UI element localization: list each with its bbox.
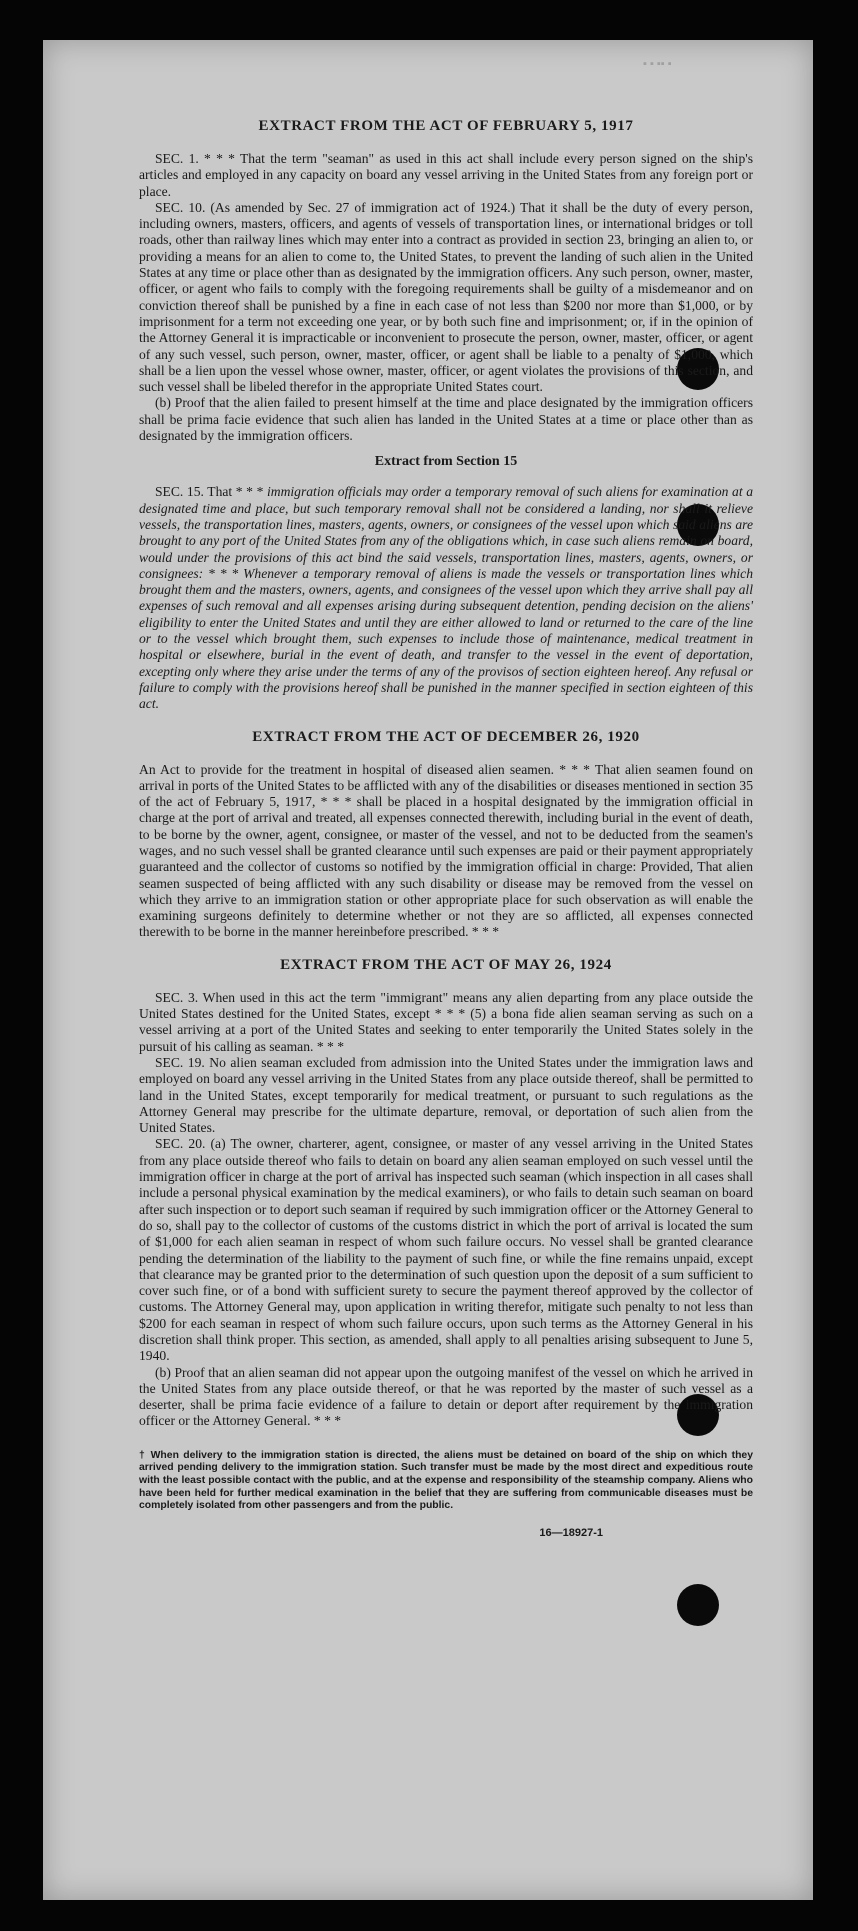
- heading-act-1920: EXTRACT FROM THE ACT OF DECEMBER 26, 1920: [252, 728, 640, 745]
- heading-act-1917: EXTRACT FROM THE ACT OF FEBRUARY 5, 1917: [258, 118, 634, 134]
- document-body: [139, 118, 753, 1539]
- section-20-b: (b) Proof that an alien seaman did not appear upon the outgoing manifest of the vessel on which he arrived in the United States from any place outside thereof, or that he was reported by the master of such vessel as a deserter, shall be prima facie evidence of a failure to detain or deport after requirement by the immigration officer or the Attorney General. * * *: [139, 1364, 753, 1429]
- heading-act-1924: EXTRACT FROM THE ACT OF MAY 26, 1924: [280, 956, 612, 973]
- section-15-text: immigration officials may order a temporary removal of such aliens for examination at a designated time and place, but such temporary removal shall not be considered a landing, nor shall it relieve vessels, the transportation lines, masters, agents, owners, or consignees of the vessel upon which said aliens are brought to any port of the United States from any of the obligations which, in case such aliens remain on board, would under the provisions of this act bind the said vessels, transportation lines, masters, agents, owners, or consignees: * * * Whenever a temporary removal of aliens is made the vessels or transportation lines which brought them and the masters, owners, agents, and consignees of the vessel upon which they arrive shall pay all expenses of such removal and all expenses arising during subsequent detention, pending decision on the aliens' eligibility to enter the United States and until they are either allowed to land or returned to the care of the line or to the vessel which brought them, such expenses to include those of maintenance, medical treatment in hospital or elsewhere, burial in the event of death, and transfer to the vessel in the event of deportation, excepting only where they arise under the terms of any of the provisos of section eighteen hereof. Any refusal or failure to comply with the provisions hereof shall be punished in the manner specified in section eighteen of this act.: [139, 484, 753, 712]
- section-20: SEC. 20. (a) The owner, charterer, agent, consignee, or master of any vessel arriving in the United States from any place outside thereof who fails to detain on board any alien seaman employed on such vessel until the immigration officer in charge at the port of arrival has inspected such seaman (which inspection in all cases shall include a personal physical examination by the medical examiners), or who fails to detain such seaman on board after such inspection or to deport such seaman if required by such immigration officer or the Attorney General to do so, shall pay to the collector of customs of the customs district in which the port of arrival is located the sum of $1,000 for each alien seaman in respect of whom such failure occurs. No vessel shall be granted clearance pending the determination of the liability to the payment of such fine, or while the fine remains unpaid, except that clearance may be granted prior to the determination of such question upon the deposit of a sum sufficient to cover such fine, or of a bond with sufficient surety to secure the payment thereof approved by the collector of customs. The Attorney General may, upon application in writing therefor, mitigate such penalty to not less than $200 for each seaman in respect of whom such failure occurs, upon such terms as the Attorney General in his discretion shall think proper. This section, as amended, shall apply to all penalties arising subsequent to June 5, 1940.: [139, 1136, 753, 1364]
- section-19: SEC. 19. No alien seaman excluded from admission into the United States under the immigration laws and employed on board any vessel arriving in the United States from any place outside thereof, shall be permitted to land in the United States, except temporarily for medical treatment, or pursuant to such regulations as the Attorney General may prescribe for the ultimate departure, removal, or deportation of such alien from the United States.: [139, 1054, 753, 1136]
- footnote: † When delivery to the immigration station is directed, the aliens must be detained on board of the ship on which they arrived pending delivery to the immigration station. Such transfer must be made by the most direct and expeditious route with the least possible contact with the public, and at the expense and responsibility of the steamship company. Aliens who have been held for further medical examination in the belief that they are suffering from communicable diseases must be completely isolated from other passengers and from the public.: [139, 1449, 753, 1512]
- heading-section-15: Extract from Section 15: [374, 454, 518, 470]
- section-10: SEC. 10. (As amended by Sec. 27 of immigration act of 1924.) That it shall be the duty of every person, including owners, masters, officers, and agents of vessels of transportation lines, or international bridges or toll roads, other than railway lines which may enter into a contract as provided in section 23, bringing an alien to, or providing a means for an alien to come to, the United States, to prevent the landing of such alien in the United States at any time or place other than as designated by the immigration officers. Any such person, owner, master, officer, or agent who fails to comply with the foregoing requirements shall be guilty of a misdemeanor and on conviction thereof shall be punished by a fine in each case of not less than $200 nor more than $1,000, or by imprisonment for a term not exceeding one year, or by both such fine and imprisonment; or, if in the opinion of the Attorney General it is impracticable or inconvenient to prosecute the person, owner, master, officer, or agent of any such vessel, such person, owner, master, officer, or agent shall be liable to a penalty of $1,000, which shall be a lien upon the vessel whose owner, master, officer, or agent violates the provisions of this section, and such vessel shall be libeled therefor in the appropriate United States court.: [139, 199, 753, 395]
- act-1920-text: An Act to provide for the treatment in hospital of diseased alien seamen. * * * That alien seamen found on arrival in ports of the United States to be afflicted with any of the disabilities or diseases mentioned in section 35 of the act of February 5, 1917, * * * shall be placed in a hospital designated by the immigration official in charge at the port of arrival and treated, all expenses connected therewith, including burial in the event of death, to be borne by the owner, agent, consignee, or master of the vessel, and not to be deducted from the seamen's wages, and no such vessel shall be granted clearance until such expenses are paid or their payment appropriately guaranteed and the collector of customs so notified by the immigration official in charge: Provided, That alien seamen suspected of being afflicted with any such disability or disease may be removed from the vessel on which they arrive to an immigration station or other appropriate place for such observation as will enable the examining surgeons definitely to determine whether or not they are so afflicted, all expenses connected therewith to be borne in the manner hereinbefore prescribed. * * *: [139, 761, 753, 940]
- bleed-through-marks: ▪ ▪ ▪▪ ▪: [643, 58, 672, 70]
- section-1: SEC. 1. * * * That the term "seaman" as used in this act shall include every person signed on the ship's articles and employed in any capacity on board any vessel arriving in the United States from any foreign port or place.: [139, 151, 753, 199]
- section-3: SEC. 3. When used in this act the term "immigrant" means any alien departing from any place outside the United States destined for the United States, except * * * (5) a bona fide alien seaman serving as such on a vessel arriving at a port of the United States and seeking to enter temporarily the United States solely in the pursuit of his calling as seaman. * * *: [139, 989, 753, 1054]
- section-10-b: (b) Proof that the alien failed to present himself at the time and place designated by the immigration officers shall be prima facie evidence that such alien has landed in the United States at a time or place other than as designated by the immigration officers.: [139, 395, 753, 444]
- punch-hole: [677, 1584, 719, 1626]
- section-15: [139, 484, 753, 712]
- document-page: [43, 40, 813, 1900]
- section-15-lead: SEC. 15. That * * *: [155, 484, 264, 500]
- form-number: 16—18927-1: [539, 1526, 603, 1539]
